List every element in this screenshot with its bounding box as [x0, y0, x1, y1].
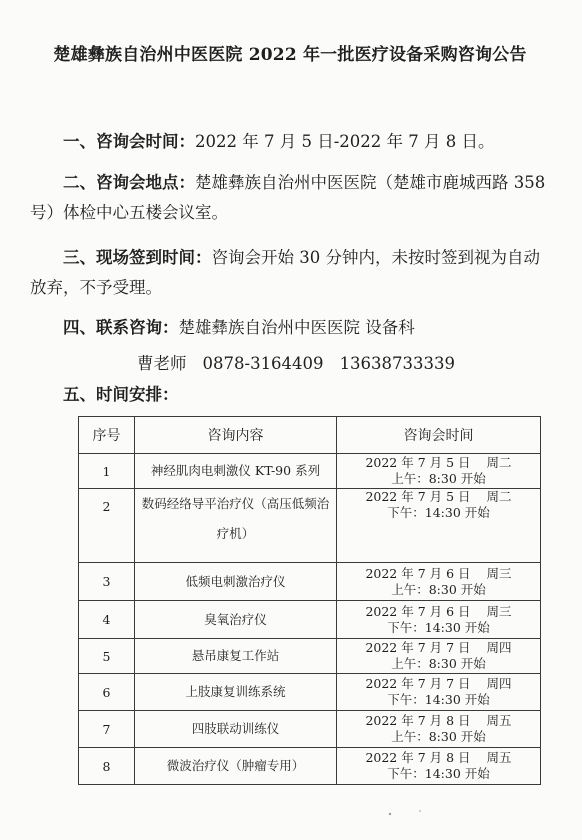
- section-text: 楚雄彝族自治州中医医院（楚雄市鹿城西路 358 号）体检中心五楼会议室。: [30, 173, 546, 222]
- section-text: 2022 年 7 月 5 日-2022 年 7 月 8 日。: [195, 132, 495, 151]
- row-time: [337, 639, 541, 674]
- row-session: 下午：14:30 开始: [387, 505, 490, 520]
- row-date: 2022 年 7 月 7 日: [365, 640, 471, 655]
- table-row: [79, 489, 541, 563]
- table-row: [79, 454, 541, 489]
- row-item: 悬吊康复工作站: [135, 639, 337, 674]
- row-no: 3: [79, 563, 135, 601]
- header-time: 咨询会时间: [337, 417, 541, 454]
- row-date: 2022 年 7 月 7 日: [365, 676, 471, 691]
- row-time: [337, 601, 541, 639]
- document-title: 楚雄彝族自治州中医医院 2022 年一批医疗设备采购咨询公告: [53, 45, 527, 65]
- row-session: 下午：14:30 开始: [387, 692, 490, 707]
- row-session: 上午：8:30 开始: [391, 471, 486, 486]
- row-date: 2022 年 7 月 8 日: [365, 713, 471, 728]
- section-schedule: [30, 380, 550, 410]
- row-date: 2022 年 7 月 8 日: [365, 750, 471, 765]
- header-no: 序号: [79, 417, 135, 454]
- row-date: 2022 年 7 月 5 日: [365, 455, 471, 470]
- row-no: 8: [79, 748, 135, 785]
- row-weekday: 周五: [486, 713, 512, 728]
- scan-specks-decoration: [386, 808, 426, 818]
- row-weekday: 周三: [486, 565, 512, 581]
- section-contact: [30, 313, 550, 343]
- row-time: [337, 748, 541, 785]
- row-weekday: 周三: [486, 603, 512, 619]
- row-session: 上午：8:30 开始: [391, 729, 486, 744]
- row-item: 臭氧治疗仪: [135, 601, 337, 639]
- row-session: 上午：8:30 开始: [391, 656, 486, 671]
- schedule-table: [78, 416, 541, 785]
- row-weekday: 周五: [486, 750, 512, 765]
- table-row: [79, 711, 541, 748]
- section-signin-time: [30, 243, 550, 303]
- contact-phone-2: 13638733339: [339, 354, 456, 373]
- row-no: 2: [79, 489, 135, 563]
- section-label: 二、咨询会地点：: [63, 173, 195, 192]
- row-no: 7: [79, 711, 135, 748]
- section-label: 五、时间安排：: [63, 385, 179, 404]
- row-no: 6: [79, 674, 135, 711]
- row-date: 2022 年 7 月 6 日: [365, 565, 471, 581]
- row-weekday: 周四: [486, 676, 512, 691]
- row-item: 上肢康复训练系统: [135, 674, 337, 711]
- row-session: 下午：14:30 开始: [387, 766, 490, 781]
- row-time: [337, 489, 541, 563]
- section-text: 咨询会开始 30 分钟内，未按时签到视为自动放弃，不予受理。: [30, 248, 540, 297]
- contact-name: 曹老师: [137, 354, 187, 373]
- section-consult-time: [30, 127, 550, 157]
- contact-phone-1: 0878-3164409: [202, 354, 324, 373]
- row-time: [337, 563, 541, 601]
- row-no: 4: [79, 601, 135, 639]
- row-session: 上午：8:30 开始: [391, 581, 486, 597]
- row-time: [337, 711, 541, 748]
- row-weekday: 周二: [486, 455, 512, 470]
- row-time: [337, 674, 541, 711]
- row-date: 2022 年 7 月 6 日: [365, 603, 471, 619]
- table-row: [79, 563, 541, 601]
- row-session: 下午：14:30 开始: [387, 619, 490, 635]
- row-item: 微波治疗仪（肿瘤专用）: [135, 748, 337, 785]
- row-item: 神经肌肉电刺激仪 KT-90 系列: [135, 454, 337, 489]
- row-weekday: 周四: [486, 640, 512, 655]
- section-text: 楚雄彝族自治州中医医院 设备科: [178, 318, 415, 337]
- row-no: 1: [79, 454, 135, 489]
- table-header-row: [79, 417, 541, 454]
- row-weekday: 周二: [486, 489, 512, 504]
- table-row: [79, 639, 541, 674]
- section-label: 四、联系咨询：: [63, 318, 179, 337]
- table-row: [79, 674, 541, 711]
- row-date: 2022 年 7 月 5 日: [365, 489, 471, 504]
- section-consult-location: [30, 168, 550, 228]
- row-item: 数码经络导平治疗仪（高压低频治疗机）: [135, 489, 337, 563]
- row-time: [337, 454, 541, 489]
- row-item: 四肢联动训练仪: [135, 711, 337, 748]
- table-row: [79, 601, 541, 639]
- row-item: 低频电刺激治疗仪: [135, 563, 337, 601]
- header-item: 咨询内容: [135, 417, 337, 454]
- contact-details: [137, 349, 471, 379]
- table-row: [79, 748, 541, 785]
- row-no: 5: [79, 639, 135, 674]
- section-label: 三、现场签到时间：: [63, 248, 212, 267]
- section-label: 一、咨询会时间：: [63, 132, 195, 151]
